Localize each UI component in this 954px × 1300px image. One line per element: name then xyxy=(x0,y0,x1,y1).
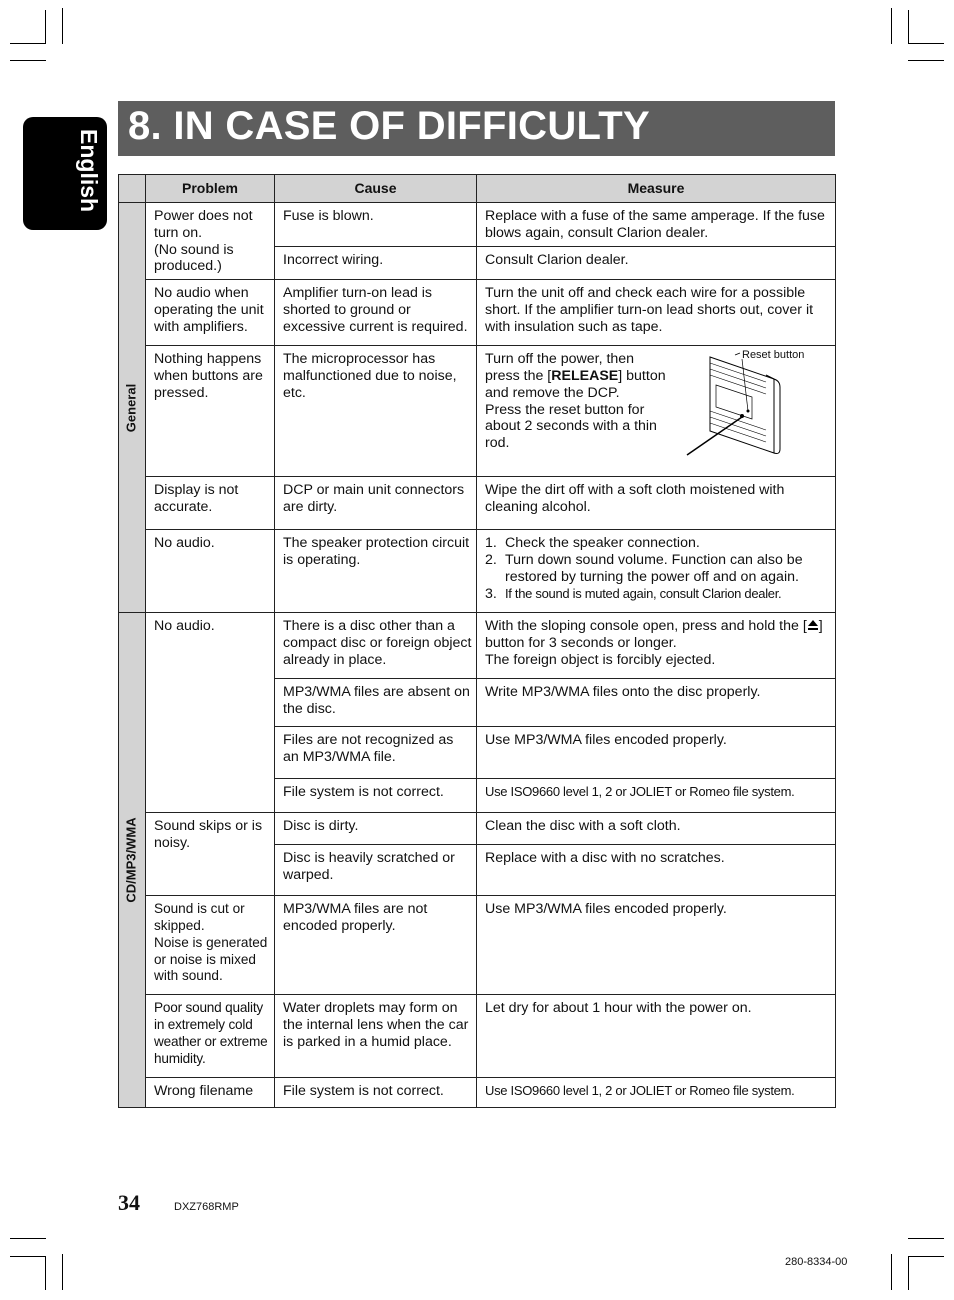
measure-cell: Consult Clarion dealer. xyxy=(477,247,836,280)
cause-cell: The microprocessor has malfunctioned due to noise, etc. xyxy=(275,346,477,477)
list-item xyxy=(485,535,832,552)
problem-cell: Power does not turn on. (No sound is produced.) xyxy=(146,203,275,280)
cause-cell: File system is not correct. xyxy=(275,779,477,813)
eject-icon xyxy=(807,619,819,631)
list-text: Turn down sound volume. Function can also be restored by turning the power off and on again. xyxy=(505,551,803,585)
problem-cell: Sound is cut or skipped. Noise is generated or noise is mixed with sound. xyxy=(146,896,275,995)
measure-text: ] button and remove the DCP. Press the reset button for about 2 seconds with a thin rod. xyxy=(485,367,666,452)
measure-list xyxy=(485,535,832,602)
language-tab xyxy=(23,117,107,230)
language-tab-label: English xyxy=(76,129,102,213)
cause-cell: MP3/WMA files are not encoded properly. xyxy=(275,896,477,995)
measure-cell: Clean the disc with a soft cloth. xyxy=(477,813,836,845)
table-row xyxy=(119,477,836,530)
table-row xyxy=(119,896,836,995)
table-header-row xyxy=(119,175,836,203)
crop-mark xyxy=(891,8,892,44)
cause-cell: MP3/WMA files are absent on the disc. xyxy=(275,679,477,727)
measure-cell xyxy=(477,613,836,679)
problem-cell: Poor sound quality in extremely cold weather or extreme humidity. xyxy=(146,995,275,1078)
cause-cell: Water droplets may form on the internal lens when the car is parked in a humid place. xyxy=(275,995,477,1078)
cause-cell: Files are not recognized as an MP3/WMA file. xyxy=(275,727,477,779)
list-item xyxy=(485,586,832,603)
reset-button-label: Reset button xyxy=(742,349,805,362)
crop-mark xyxy=(908,1238,944,1239)
category-cd xyxy=(119,613,146,1108)
list-text: If the sound is muted again, consult Clarion dealer. xyxy=(505,585,782,601)
header-cause: Cause xyxy=(275,175,477,203)
problem-cell: No audio when operating the unit with amplifiers. xyxy=(146,280,275,346)
measure-cell: Wipe the dirt off with a soft cloth moistened with cleaning alcohol. xyxy=(477,477,836,530)
problem-cell: Display is not accurate. xyxy=(146,477,275,530)
table-row xyxy=(119,813,836,845)
cause-cell: Disc is heavily scratched or warped. xyxy=(275,845,477,896)
crop-mark xyxy=(45,10,46,44)
list-item xyxy=(485,552,832,586)
cause-cell: Incorrect wiring. xyxy=(275,247,477,280)
header-measure: Measure xyxy=(477,175,836,203)
measure-cell: Use ISO9660 level 1, 2 or JOLIET or Romeo file system. xyxy=(477,1078,836,1108)
reset-text xyxy=(485,351,670,452)
cause-cell: DCP or main unit connectors are dirty. xyxy=(275,477,477,530)
measure-cell xyxy=(477,530,836,613)
crop-mark xyxy=(10,1238,46,1239)
page-title: 8. IN CASE OF DIFFICULTY xyxy=(128,104,651,148)
measure-cell: Replace with a fuse of the same amperage. If the fuse blows again, consult Clarion dealer. xyxy=(477,203,836,247)
crop-mark xyxy=(891,1254,892,1290)
list-number: 2. xyxy=(485,551,497,568)
list-number: 3. xyxy=(485,585,497,602)
release-label: RELEASE xyxy=(551,367,619,384)
cause-cell: File system is not correct. xyxy=(275,1078,477,1108)
measure-cell: Use MP3/WMA files encoded properly. xyxy=(477,896,836,995)
crop-mark xyxy=(45,1256,46,1290)
problem-cell: No audio. xyxy=(146,530,275,613)
table-row xyxy=(119,613,836,679)
category-label: CD/MP3/WMA xyxy=(123,817,139,903)
crop-mark xyxy=(908,60,944,61)
problem-cell: Sound skips or is noisy. xyxy=(146,813,275,896)
crop-mark xyxy=(62,1254,63,1290)
crop-mark xyxy=(10,60,46,61)
crop-mark xyxy=(908,1256,944,1257)
model-number: DXZ768RMP xyxy=(174,1201,239,1213)
measure-cell: Use ISO9660 level 1, 2 or JOLIET or Romeo file system. xyxy=(477,779,836,813)
crop-mark xyxy=(908,43,944,44)
page-number: 34 xyxy=(118,1190,140,1215)
document-code: 280-8334-00 xyxy=(785,1256,848,1268)
table-row xyxy=(119,995,836,1078)
measure-cell: Turn the unit off and check each wire for a possible short. If the amplifier turn-on lead shorts out, cover it with insulation such as tape. xyxy=(477,280,836,346)
table-row xyxy=(119,530,836,613)
list-number: 1. xyxy=(485,535,497,552)
measure-text: With the sloping console open, press and hold the [ xyxy=(485,618,807,635)
table-row xyxy=(119,346,836,477)
table-row xyxy=(119,280,836,346)
table-row xyxy=(119,1078,836,1108)
measure-cell: Replace with a disc with no scratches. xyxy=(477,845,836,896)
cause-cell: The speaker protection circuit is operating. xyxy=(275,530,477,613)
measure-cell: Write MP3/WMA files onto the disc properly. xyxy=(477,679,836,727)
list-text: Check the speaker connection. xyxy=(505,535,700,552)
measure-text: ] button for 3 seconds or longer. The foreign object is forcibly ejected. xyxy=(485,618,823,668)
crop-mark xyxy=(62,8,63,44)
measure-cell: Let dry for about 1 hour with the power on. xyxy=(477,995,836,1078)
problem-cell: No audio. xyxy=(146,613,275,813)
crop-mark xyxy=(908,10,909,44)
troubleshooting-table xyxy=(118,174,836,1108)
category-general xyxy=(119,203,146,613)
measure-cell: Use MP3/WMA files encoded properly. xyxy=(477,727,836,779)
measure-text: Turn off the power, then press the [ xyxy=(485,351,635,384)
crop-mark xyxy=(908,1256,909,1290)
cause-cell: Disc is dirty. xyxy=(275,813,477,845)
problem-cell: Wrong filename xyxy=(146,1078,275,1108)
table-row xyxy=(119,203,836,247)
cause-cell: Fuse is blown. xyxy=(275,203,477,247)
title-bar xyxy=(118,101,835,156)
measure-cell xyxy=(477,346,836,477)
reset-instructions xyxy=(485,351,832,452)
header-blank xyxy=(119,175,146,203)
reset-button-illustration xyxy=(682,345,832,463)
crop-mark xyxy=(10,43,46,44)
header-problem: Problem xyxy=(146,175,275,203)
crop-mark xyxy=(10,1256,46,1257)
problem-cell: Nothing happens when buttons are pressed. xyxy=(146,346,275,477)
category-label: General xyxy=(123,383,139,432)
cause-cell: Amplifier turn-on lead is shorted to ground or excessive current is required. xyxy=(275,280,477,346)
cause-cell: There is a disc other than a compact disc or foreign object already in place. xyxy=(275,613,477,679)
